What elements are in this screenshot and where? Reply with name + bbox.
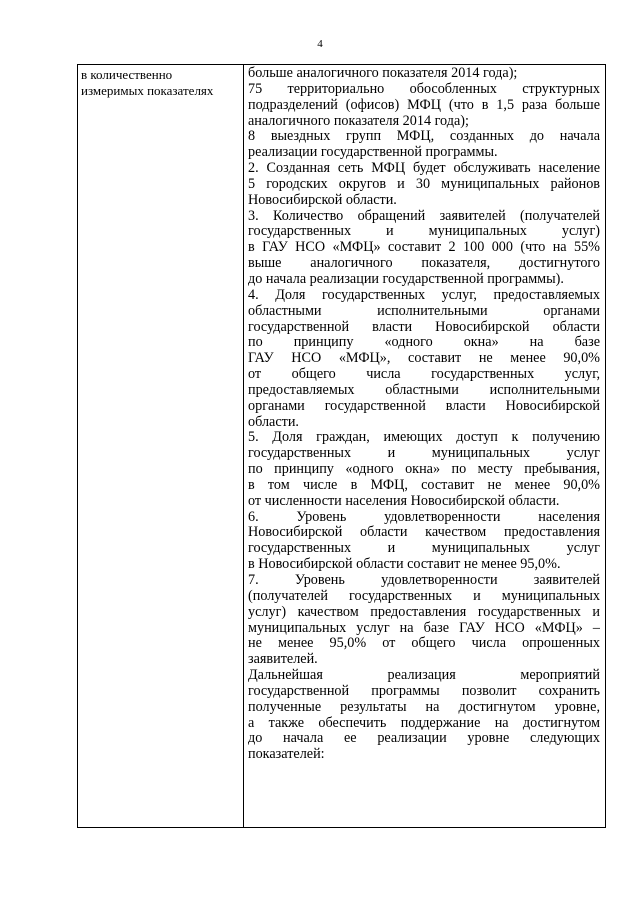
text-line: в ГАУ НСО «МФЦ» составит 2 100 000 (что на 55% xyxy=(248,240,600,256)
text-line: по принципу «одного окна» по месту пребывания, xyxy=(248,462,600,478)
text-line: (получателей государственных и муниципальных xyxy=(248,588,600,604)
text-line: государственных и муниципальных услуг xyxy=(248,541,600,557)
text-line: выше аналогичного показателя, достигнутого xyxy=(248,256,600,272)
paragraph xyxy=(248,161,600,209)
text-line: Дальнейшая реализация мероприятий xyxy=(248,668,600,684)
text-line: 5. Доля граждан, имеющих доступ к получению xyxy=(248,430,600,446)
paragraph xyxy=(248,82,600,130)
paragraph xyxy=(248,209,600,288)
text-line: больше аналогичного показателя 2014 года); xyxy=(248,66,518,81)
text-line: муниципальных услуг на базе ГАУ НСО «МФЦ» – xyxy=(248,620,600,636)
text-line: аналогичного показателя 2014 года); xyxy=(248,113,469,129)
text-line: до начала реализации государственной программы). xyxy=(248,271,564,287)
left-cell-line: измеримых показателях xyxy=(81,82,214,98)
text-line: 6. Уровень удовлетворенности населения xyxy=(248,509,600,525)
text-line: государственной программы позволит сохранить xyxy=(248,683,600,699)
text-line: 4. Доля государственных услуг, предоставляемых xyxy=(248,287,600,303)
text-line: заявителей. xyxy=(248,652,318,668)
paragraph xyxy=(248,510,600,573)
text-line: 75 территориально обособленных структурных xyxy=(248,81,600,97)
text-line: полученные результаты на достигнутом уровне, xyxy=(248,699,600,715)
text-line: 8 выездных групп МФЦ, созданных до начала xyxy=(248,129,600,145)
text-line: государственных и муниципальных услуг xyxy=(248,446,600,462)
left-cell-line: в количественно xyxy=(81,67,173,82)
text-line: Новосибирской области качеством предоставления xyxy=(248,525,600,541)
text-line: 7. Уровень удовлетворенности заявителей xyxy=(248,573,600,588)
text-line: услуг) качеством предоставления государственных и xyxy=(248,604,600,620)
text-line: в том числе в МФЦ, составит не менее 90,0% xyxy=(248,477,600,493)
text-line: а также обеспечить поддержание на достигнутом xyxy=(248,715,600,731)
text-line: 3. Количество обращений заявителей (получателей xyxy=(248,208,600,224)
text-line: области. xyxy=(248,414,299,430)
text-line: не менее 95,0% от общего числа опрошенных xyxy=(248,636,600,652)
text-line: 5 городских округов и 30 муниципальных районов xyxy=(248,176,600,192)
left-cell xyxy=(78,65,244,827)
text-line: ГАУ НСО «МФЦ», составит не менее 90,0% xyxy=(248,351,600,367)
text-line: в Новосибирской области составит не менее 95,0%. xyxy=(248,557,561,573)
text-line: государственных и муниципальных услуг) xyxy=(248,224,600,240)
text-line: до начала ее реализации уровне следующих xyxy=(248,731,600,747)
paragraph xyxy=(248,129,600,161)
text-line: показателей: xyxy=(248,747,325,763)
paragraph xyxy=(248,668,600,763)
text-line: предоставляемых областными исполнительными xyxy=(248,382,600,398)
text-line: подразделений (офисов) МФЦ (что в 1,5 раза больше xyxy=(248,97,600,113)
text-line: государственной власти Новосибирской области xyxy=(248,319,600,335)
text-line: реализации государственной программы. xyxy=(248,145,498,161)
paragraph xyxy=(248,430,600,509)
page-number: 4 xyxy=(317,38,323,50)
results-table xyxy=(77,64,606,828)
paragraph xyxy=(248,288,600,431)
text-line: областными исполнительными органами xyxy=(248,303,600,319)
text-line: 2. Созданная сеть МФЦ будет обслуживать население xyxy=(248,161,600,177)
right-cell xyxy=(244,65,605,827)
paragraph xyxy=(248,66,600,82)
text-line: по принципу «одного окна» на базе xyxy=(248,335,600,351)
text-line: от численности населения Новосибирской области. xyxy=(248,493,560,509)
paragraph xyxy=(248,573,600,668)
text-line: органами государственной власти Новосибирской xyxy=(248,398,600,414)
text-line: Новосибирской области. xyxy=(248,192,397,208)
text-line: от общего числа государственных услуг, xyxy=(248,367,600,383)
